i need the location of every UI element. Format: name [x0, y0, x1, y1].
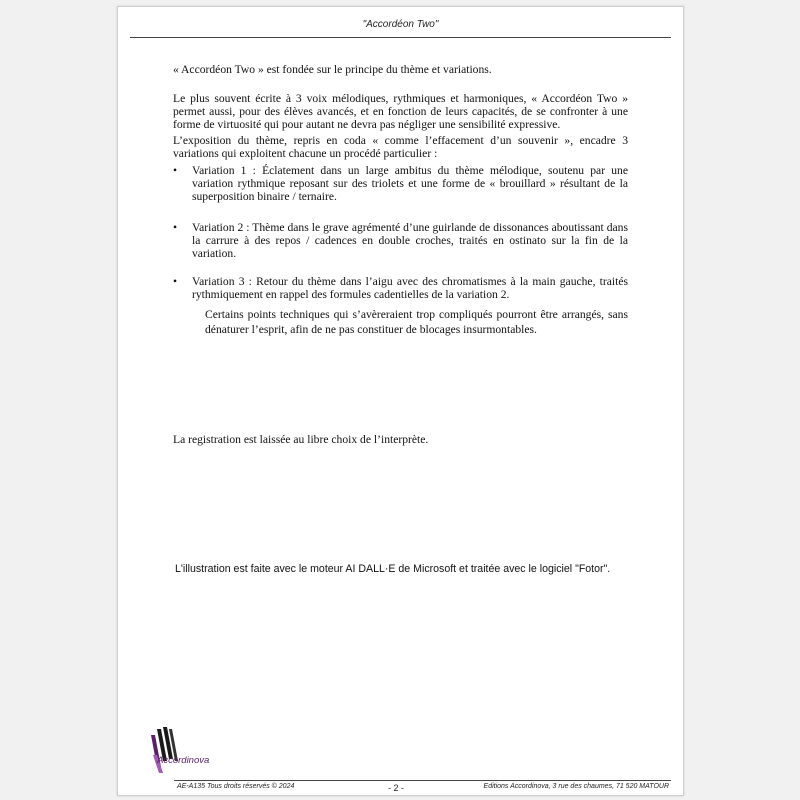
exposition-paragraph: L’exposition du thème, repris en coda « comme l’effacement d’un souvenir », encadre 3 variations qui exploitent chacune un procédé particulier :	[173, 134, 628, 160]
variations-list	[173, 165, 628, 302]
intro-paragraph: « Accordéon Two » est fondée sur le principe du thème et variations.	[173, 63, 492, 76]
header-divider	[130, 37, 671, 38]
footer-publisher: Editions Accordinova, 3 rue des chaumes, 71 520 MATOUR	[483, 783, 669, 790]
page-footer	[118, 783, 683, 795]
technical-note: Certains points techniques qui s’avèreraient trop compliqués pourront être arrangés, sans dénaturer l’esprit, afin de ne pas constituer de blocages insurmontables.	[205, 308, 628, 336]
document-page	[117, 6, 684, 796]
variation-2-item: • Variation 2 : Thème dans le grave agrémenté d’une guirlande de dissonances aboutissant dans la carrure à des repos / cadences en double croches, traités en ostinato sur la fin de la variation.	[173, 222, 628, 261]
logo-wordmark: Accordinova	[157, 755, 210, 766]
accordion-logo-icon	[143, 725, 210, 775]
page-header: "Accordéon Two"	[362, 19, 439, 30]
illustration-credit: L'illustration est faite avec le moteur AI DALL·E de Microsoft et traitée avec le logiciel "Fotor".	[175, 563, 611, 575]
footer-divider	[174, 780, 671, 781]
accordinova-logo	[143, 725, 210, 775]
page-number: - 2 -	[388, 783, 405, 793]
footer-copyright: AE-A135 Tous droits réservés © 2024	[177, 783, 295, 790]
variation-3-item: • Variation 3 : Retour du thème dans l’aigu avec des chromatismes à la main gauche, traités rythmiquement en rappel des formules cadentielles de la variation 2.	[173, 276, 628, 302]
registration-text: La registration est laissée au libre choix de l’interprète.	[173, 433, 429, 446]
variation-1-item: • Variation 1 : Éclatement dans un large ambitus du thème mélodique, soutenu par une variation rythmique reposant sur des triolets et une forme de « brouillard » résultant de la superposition binaire / ternaire.	[173, 165, 628, 204]
description-paragraph: Le plus souvent écrite à 3 voix mélodiques, rythmiques et harmoniques, « Accordéon Two » permet aussi, pour des élèves avancés, et en fonction de leurs capacités, de se confronter à une forme de virtuosité qui pour autant ne devra pas négliger une sensibilité expressive.	[173, 92, 628, 131]
